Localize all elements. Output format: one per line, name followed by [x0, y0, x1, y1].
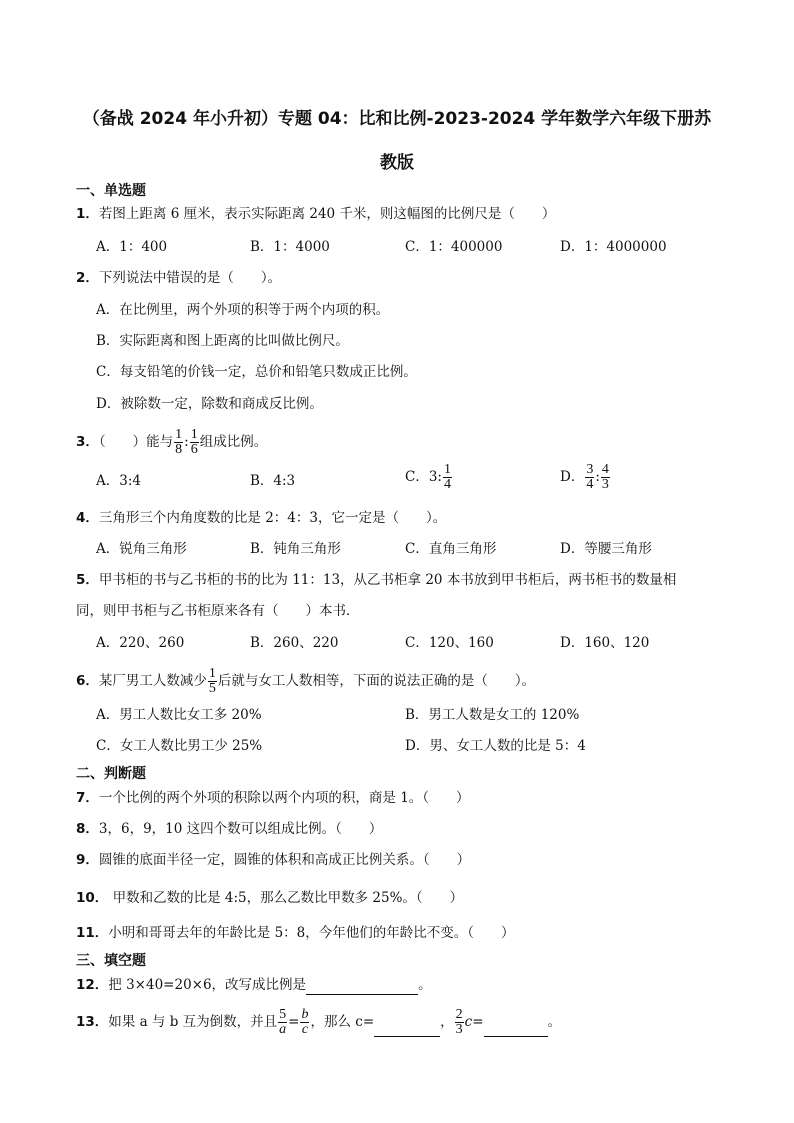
question-text: 若图上距离 6 厘米，表示实际距离 240 千米，则这幅图的比例尺是（ ） — [98, 206, 556, 222]
question-text-post: 组成比例。 — [199, 434, 268, 450]
fraction: $\frac{1}{5}$ — [208, 666, 216, 696]
option-d: D．等腰三角形 — [560, 541, 652, 557]
option-c: C．3: $\frac{1}{4}$ — [405, 462, 451, 492]
question-number: 13． — [76, 1014, 109, 1030]
option-a: A．220、260 — [96, 635, 185, 651]
option-d: D．男、女工人数的比是 5：4 — [405, 738, 586, 754]
question-text-post: 后就与女工人数相等，下面的说法正确的是（ ）。 — [217, 673, 536, 689]
question-3: 3．（ ）能与 $\frac{1}{8}$ : $\frac{1}{6}$ 组成比例。 — [76, 427, 268, 457]
option-a: A．男工人数比女工多 20% — [96, 707, 262, 723]
section-heading-single-choice: 一、单选题 — [76, 183, 146, 199]
question-number: 1． — [76, 206, 99, 222]
question-number: 5． — [76, 572, 99, 588]
option-c: C．直角三角形 — [405, 541, 497, 557]
question-number: 7． — [76, 790, 99, 806]
question-text-pre: 某厂男工人数减少 — [98, 673, 207, 689]
question-text: 圆锥的底面半径一定，圆锥的体积和高成正比例关系。（ ） — [98, 852, 471, 868]
option-a: A．1：400 — [96, 239, 168, 255]
question-5-continued: 同，则甲书柜与乙书柜原来各有（ ）本书． — [76, 603, 360, 619]
question-text: 3，6，9，10 这四个数可以组成比例。（ ） — [98, 821, 383, 837]
option-c: C．120、160 — [405, 635, 494, 651]
option-c: C．1：400000 — [405, 239, 503, 255]
option-d: D．被除数一定，除数和商成反比例。 — [96, 396, 323, 412]
option-a: A．锐角三角形 — [96, 541, 187, 557]
fraction: $\frac{2}{3}$ — [455, 1007, 463, 1037]
fraction: $\frac{5}{a}$ — [279, 1007, 287, 1037]
question-number: 4． — [76, 510, 99, 526]
question-number: 11． — [76, 925, 109, 941]
fraction: $\frac{b}{c}$ — [301, 1007, 309, 1037]
answer-blank[interactable] — [484, 1022, 548, 1037]
question-11 — [76, 923, 515, 943]
question-text-pre: 如果 a 与 b 互为倒数，并且 — [108, 1014, 278, 1030]
question-text: 甲书柜的书与乙书柜的书的比为 11：13，从乙书柜拿 20 本书放到甲书柜后，两书柜书的数量相 — [98, 572, 677, 588]
page-title-continued: 教版 — [380, 153, 414, 173]
option-a: A．3:4 — [96, 473, 141, 489]
question-12: 12．把 3×40=20×6，改写成比例是 。 — [76, 977, 432, 993]
question-number: 2． — [76, 270, 99, 286]
fraction: $\frac{1}{8}$ — [175, 427, 183, 457]
question-number: 10． — [76, 890, 109, 906]
question-text: 小明和哥哥去年的年龄比是 5：8，今年他们的年龄比不变。（ ） — [108, 925, 515, 941]
option-b: B．男工人数是女工的 120% — [405, 707, 580, 723]
option-c: C．女工人数比男工少 25% — [96, 738, 263, 754]
question-13: 13．如果 a 与 b 互为倒数，并且 $\frac{5}{a}$ = $\frac{b}{c}$ ，那么 c= ， $\frac{2}{3}$ c= 。 — [76, 1007, 562, 1037]
question-9 — [76, 850, 470, 870]
option-b: B．1：4000 — [250, 239, 330, 255]
question-text: 甲数和乙数的比是 4:5，那么乙数比甲数多 25%。（ ） — [108, 890, 464, 906]
fraction: $\frac{1}{6}$ — [190, 427, 198, 457]
question-2 — [76, 268, 281, 288]
question-8 — [76, 819, 382, 839]
answer-blank[interactable] — [306, 980, 418, 995]
question-4 — [76, 508, 446, 528]
option-c: C．每支铅笔的价钱一定，总价和铅笔只数成正比例。 — [96, 364, 417, 380]
question-number: 9． — [76, 852, 99, 868]
option-a: A．在比例里，两个外项的积等于两个内项的积。 — [96, 302, 390, 318]
question-text: 一个比例的两个外项的积除以两个内项的积，商是 1。（ ） — [98, 790, 470, 806]
question-5 — [76, 570, 676, 590]
question-text-pre: （ ）能与 — [98, 434, 174, 450]
option-d: D．1：4000000 — [560, 239, 667, 255]
question-text: 下列说法中错误的是（ ）。 — [98, 270, 282, 286]
question-number: 3． — [76, 434, 99, 450]
question-number: 6． — [76, 673, 99, 689]
question-6 — [76, 667, 535, 696]
question-number: 8． — [76, 821, 99, 837]
option-b: B．260、220 — [250, 635, 339, 651]
section-heading-fill-in: 三、填空题 — [76, 953, 146, 969]
question-text: 把 3×40=20×6，改写成比例是 — [108, 977, 307, 993]
answer-blank[interactable] — [374, 1022, 440, 1037]
page-title: （备战 2024 年小升初）专题 04：比和比例-2023-2024 学年数学六年级下册苏 — [82, 109, 712, 129]
question-10 — [76, 888, 463, 908]
question-text: 三角形三个内角度数的比是 2：4：3，它一定是（ ）。 — [98, 510, 447, 526]
option-b: B．钝角三角形 — [250, 541, 341, 557]
option-b: B．4:3 — [250, 473, 296, 489]
option-d: D．160、120 — [560, 635, 650, 651]
option-d: D． $\frac{3}{4}$ : $\frac{4}{3}$ — [560, 462, 609, 492]
question-1 — [76, 204, 555, 224]
question-number: 12． — [76, 977, 109, 993]
question-7 — [76, 788, 470, 808]
section-heading-true-false: 二、判断题 — [76, 766, 146, 782]
option-b: B．实际距离和图上距离的比叫做比例尺。 — [96, 333, 349, 349]
